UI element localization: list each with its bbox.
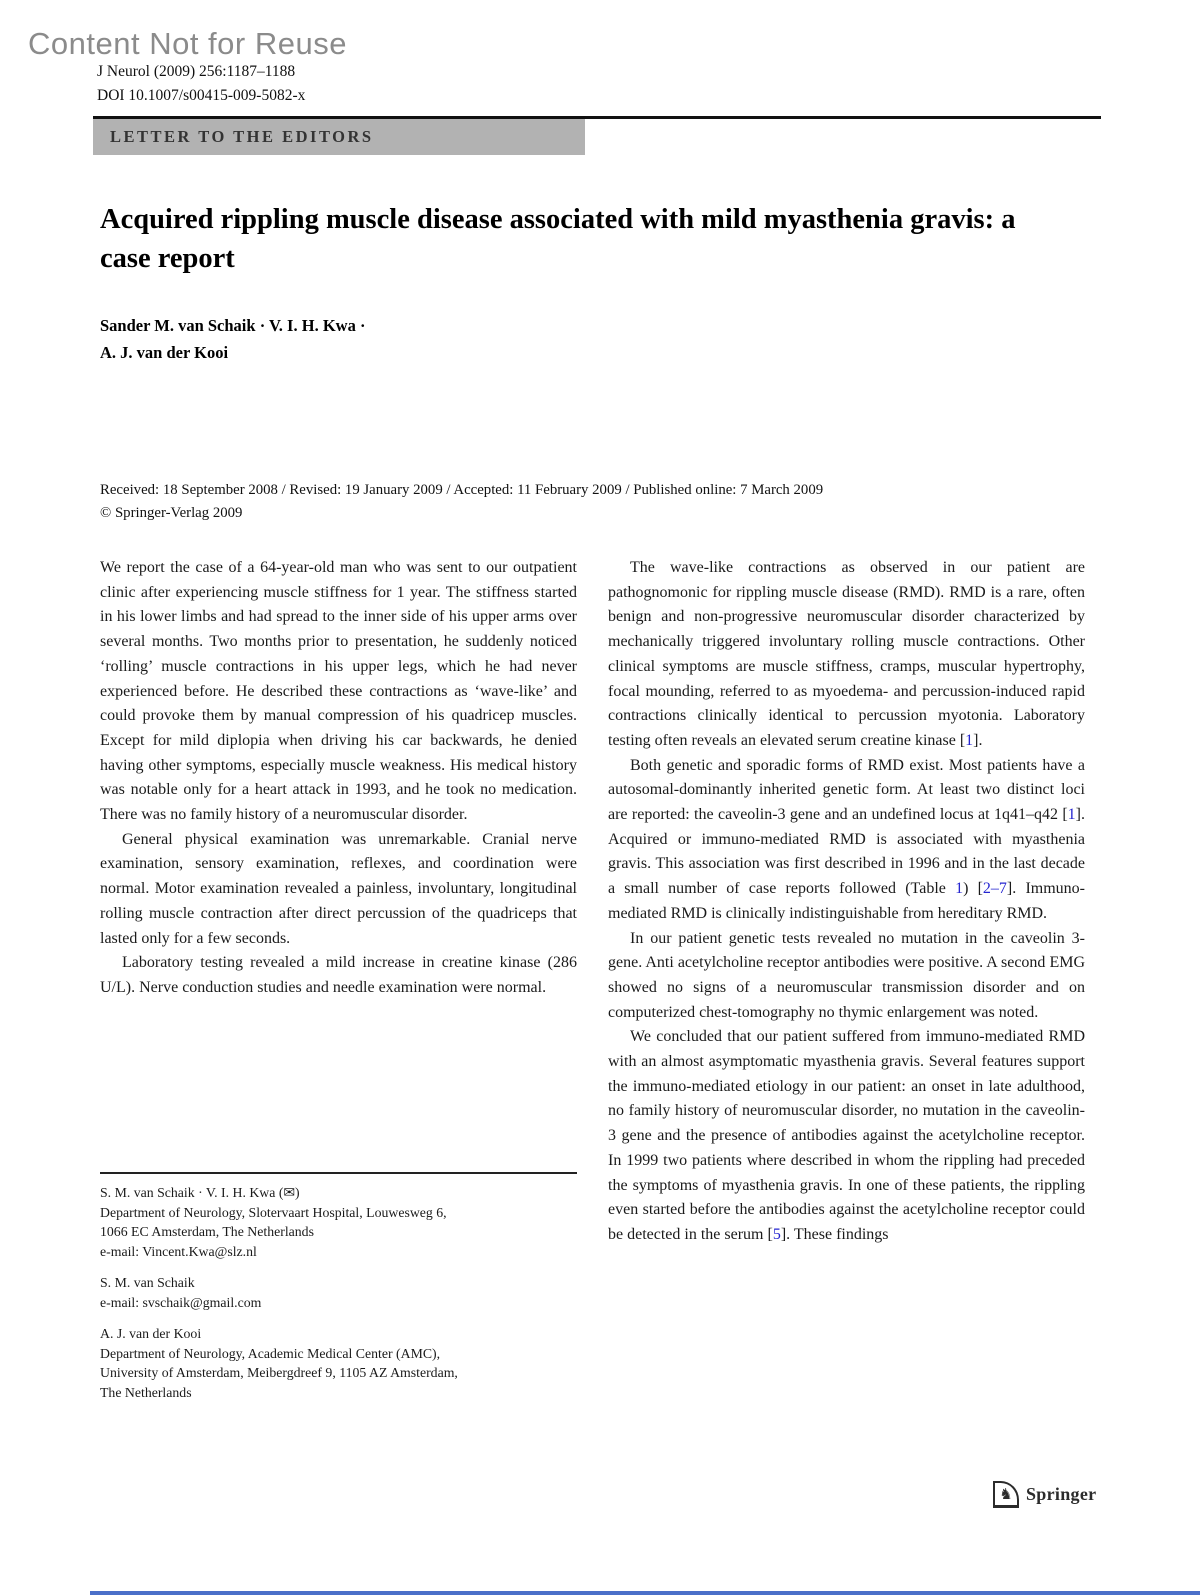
history-line: Received: 18 September 2008 / Revised: 19 January 2009 / Accepted: 11 February 2009 / Published online: 7 March 2009 <box>100 482 824 498</box>
correspondence-line: University of Amsterdam, Meibergdreef 9, 1105 AZ Amsterdam, <box>100 1365 458 1380</box>
text-run: In our patient genetic tests revealed no mutation in the caveolin 3-gene. Anti acetylcholine receptor antibodies were positive. A second EMG showed no signs of a neuromuscular transmission disorder and on computerized chest-tomography no thymic enlargement was noted. <box>608 929 1085 1021</box>
watermark: Content Not for Reuse <box>28 26 347 61</box>
correspondence-blocks <box>100 1183 577 1402</box>
text-run: We report the case of a 64-year-old man who was sent to our outpatient clinic after experiencing muscle stiffness for 1 year. The stiffness started in his lower limbs and had spread to the inner side of his upper arms over several months. Two months prior to presentation, he suddenly noticed ‘rolling’ muscle contractions in his upper legs, which he had never experienced before. He described these contractions as ‘wave-like’ and could provoke them by manual compression of his quadricep muscles. Except for mild diplopia when driving his car backwards, he denied having other symptoms, especially muscle weakness. His medical history was notable only for a heart attack in 1993, and he took no medication. There was no family history of a neuromuscular disorder. <box>100 559 577 824</box>
journal-doi: DOI 10.1007/s00415-009-5082-x <box>97 87 306 104</box>
paragraph <box>608 754 1085 927</box>
correspondence-line: e-mail: svschaik@gmail.com <box>100 1294 262 1310</box>
publisher-name: Springer <box>1026 1484 1097 1504</box>
correspondence-line: A. J. van der Kooi <box>100 1326 202 1341</box>
left-column <box>100 556 577 1414</box>
journal-meta <box>97 60 305 108</box>
citation-link[interactable]: 2–7 <box>982 880 1007 898</box>
correspondence-divider <box>100 1172 577 1174</box>
article-title: Acquired rippling muscle disease associated with mild myasthenia gravis: a case report <box>100 204 1016 275</box>
copyright-line: © Springer-Verlag 2009 <box>100 505 243 521</box>
citation-link[interactable]: 5 <box>772 1225 781 1243</box>
text-run: ]. <box>973 731 983 749</box>
author-line-1: Sander M. van Schaik · V. I. H. Kwa · <box>100 316 366 335</box>
correspondence-line: S. M. van Schaik · V. I. H. Kwa (✉) <box>100 1185 300 1200</box>
right-column <box>608 556 1085 1414</box>
springer-logo <box>993 1481 1096 1508</box>
journal-citation: J Neurol (2009) 256:1187–1188 <box>97 63 296 80</box>
correspondence-block <box>100 1324 577 1402</box>
citation-link[interactable]: 1 <box>1067 806 1076 824</box>
correspondence-line: e-mail: Vincent.Kwa@slz.nl <box>100 1243 257 1259</box>
section-label: LETTER TO THE EDITORS <box>110 127 374 146</box>
text-run: ]. These findings <box>780 1225 889 1243</box>
correspondence-line: The Netherlands <box>100 1384 192 1400</box>
correspondence-line: Department of Neurology, Academic Medical Center (AMC), <box>100 1345 441 1361</box>
correspondence-section <box>100 1172 577 1414</box>
text-run: ]. Acquired or immuno-mediated RMD is associated with myasthenia gravis. This association was first described in 1996 and in the last decade a small number of case reports followed (Table <box>608 806 1085 898</box>
correspondence-line: 1066 EC Amsterdam, The Netherlands <box>100 1224 314 1239</box>
paragraph <box>100 951 577 1000</box>
paragraph <box>608 1025 1085 1247</box>
left-paragraphs <box>100 556 577 1001</box>
authors <box>100 312 365 366</box>
text-run: Both genetic and sporadic forms of RMD exist. Most patients have a autosomal-dominantly inherited genetic form. At least two distinct loci are reported: the caveolin-3 gene and an undefined locus at 1q41–q42 [ <box>608 756 1085 824</box>
text-run: ) [ <box>963 880 983 898</box>
column-spacer <box>100 1001 577 1172</box>
citation-link[interactable]: 1 <box>965 731 974 749</box>
text-run: The wave-like contractions as observed in our patient are pathognomonic for rippling muscle disease (RMD). RMD is a rare, often benign and non-progressive neuromuscular disorder characterized by mechanically triggered involuntary rolling muscle contractions. Other clinical symptoms are muscle stiffness, cramps, muscular hypertrophy, focal mounding, referred to as myoedema- and percussion-induced rapid contractions clinically identical to percussion myotonia. Laboratory testing often reveals an elevated serum creatine kinase [ <box>608 559 1085 749</box>
correspondence-line: S. M. van Schaik <box>100 1275 195 1290</box>
author-line-2: A. J. van der Kooi <box>100 343 229 363</box>
paragraph <box>608 927 1085 1026</box>
citation-link[interactable]: 1 <box>955 880 964 898</box>
correspondence-block <box>100 1183 577 1261</box>
text-run: General physical examination was unremarkable. Cranial nerve examination, sensory examination, reflexes, and coordination were normal. Motor examination revealed a painless, involuntary, longitudinal rolling muscle contraction after direct percussion of the quadriceps that lasted only for a few seconds. <box>100 830 577 947</box>
springer-horse-icon: ♞ <box>993 1481 1019 1508</box>
text-run: ]. Immuno-mediated RMD is clinically indistinguishable from hereditary RMD. <box>608 880 1085 922</box>
body-columns <box>100 556 1085 1414</box>
correspondence-line: Department of Neurology, Slotervaart Hospital, Louwesweg 6, <box>100 1204 447 1220</box>
section-label-bar <box>93 119 585 155</box>
paragraph <box>100 828 577 952</box>
bottom-accent-bar <box>90 1591 1200 1595</box>
correspondence-block <box>100 1273 577 1312</box>
paragraph <box>608 556 1085 754</box>
text-run: Laboratory testing revealed a mild increase in creatine kinase (286 U/L). Nerve conduction studies and needle examination were normal. <box>100 954 577 996</box>
paragraph <box>100 556 577 828</box>
text-run: We concluded that our patient suffered from immuno-mediated RMD with an almost asymptomatic myasthenia gravis. Several features support the immuno-mediated etiology in our patient: an onset in late adulthood, no family history of neuromuscular disorder, no mutation in the caveolin-3 gene and the presence of antibodies against the acetylcholine receptor. In 1999 two patients where described in whom the rippling had preceded the symptoms of myasthenia gravis. In one of these patients, the rippling even started before the antibodies against the acetylcholine receptor could be detected in the serum [ <box>608 1028 1085 1243</box>
